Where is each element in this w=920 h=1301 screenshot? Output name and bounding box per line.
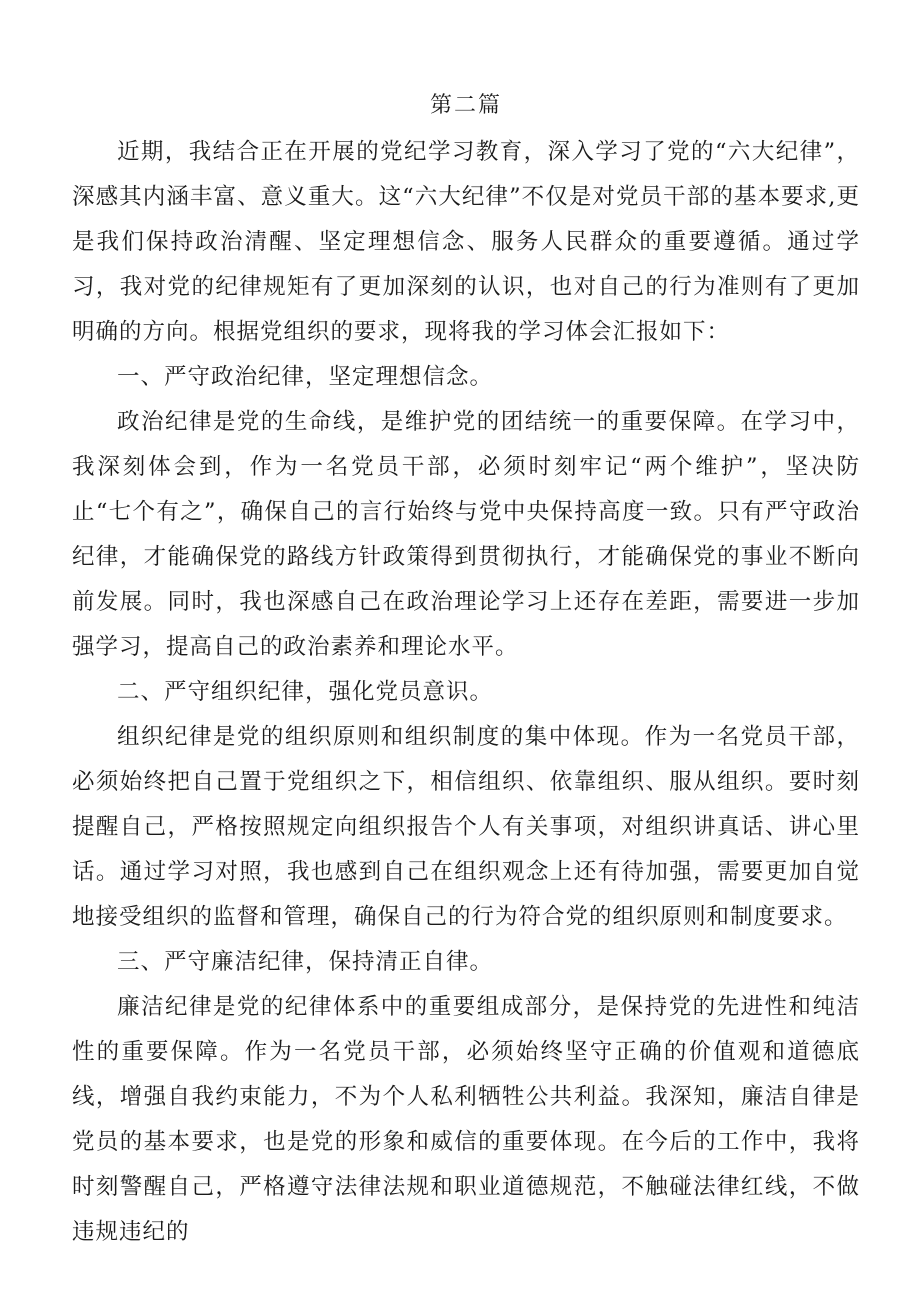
section-3-heading: 三、严守廉洁纪律，保持清正自律。 [117, 949, 494, 975]
section-1-body: 政治纪律是党的生命线，是维护党的团结统一的重要保障。在学习中，我深刻体会到，作为一名党员干部，必须时刻牢记“两个维护”，坚决防止“七个有之”，确保自己的言行始终与党中央保持高度一致。只有严守政治纪律，才能确保党的路线方针政策得到贯彻执行，才能确保党的事业不断向前发展。同时，我也深感自己在政治理论学习上还存在差距，需要进一步加强学习，提高自己的政治素养和理论水平。 [72, 409, 860, 660]
section-3-body: 廉洁纪律是党的纪律体系中的重要组成部分，是保持党的先进性和纯洁性的重要保障。作为一名党员干部，必须始终坚守正确的价值观和道德底线，增强自我约束能力，不为个人私利牺牲公共利益。我深知，廉洁自律是党员的基本要求，也是党的形象和威信的重要体现。在今后的工作中，我将时刻警醒自己，严格遵守法律法规和职业道德规范，不触碰法律红线，不做违规违纪的 [72, 994, 860, 1245]
document-title: 第二篇 [429, 93, 502, 118]
section-2-heading: 二、严守组织纪律，强化党员意识。 [117, 679, 494, 705]
section-2-body: 组织纪律是党的组织原则和组织制度的集中体现。作为一名党员干部，必须始终把自己置于党组织之下，相信组织、依靠组织、服从组织。要时刻提醒自己，严格按照规定向组织报告个人有关事项，对组织讲真话、讲心里话。通过学习对照，我也感到自己在组织观念上还有待加强，需要更加自觉地接受组织的监督和管理，确保自己的行为符合党的组织原则和制度要求。 [72, 724, 860, 930]
section-1-heading: 一、严守政治纪律，坚定理想信念。 [117, 364, 494, 390]
intro-paragraph: 近期，我结合正在开展的党纪学习教育，深入学习了党的“六大纪律”，深感其内涵丰富、意义重大。这“六大纪律”不仅是对党员干部的基本要求,更是我们保持政治清醒、坚定理想信念、服务人民群众的重要遵循。通过学习，我对党的纪律规矩有了更加深刻的认识，也对自己的行为准则有了更加明确的方向。根据党组织的要求，现将我的学习体会汇报如下： [72, 139, 860, 345]
